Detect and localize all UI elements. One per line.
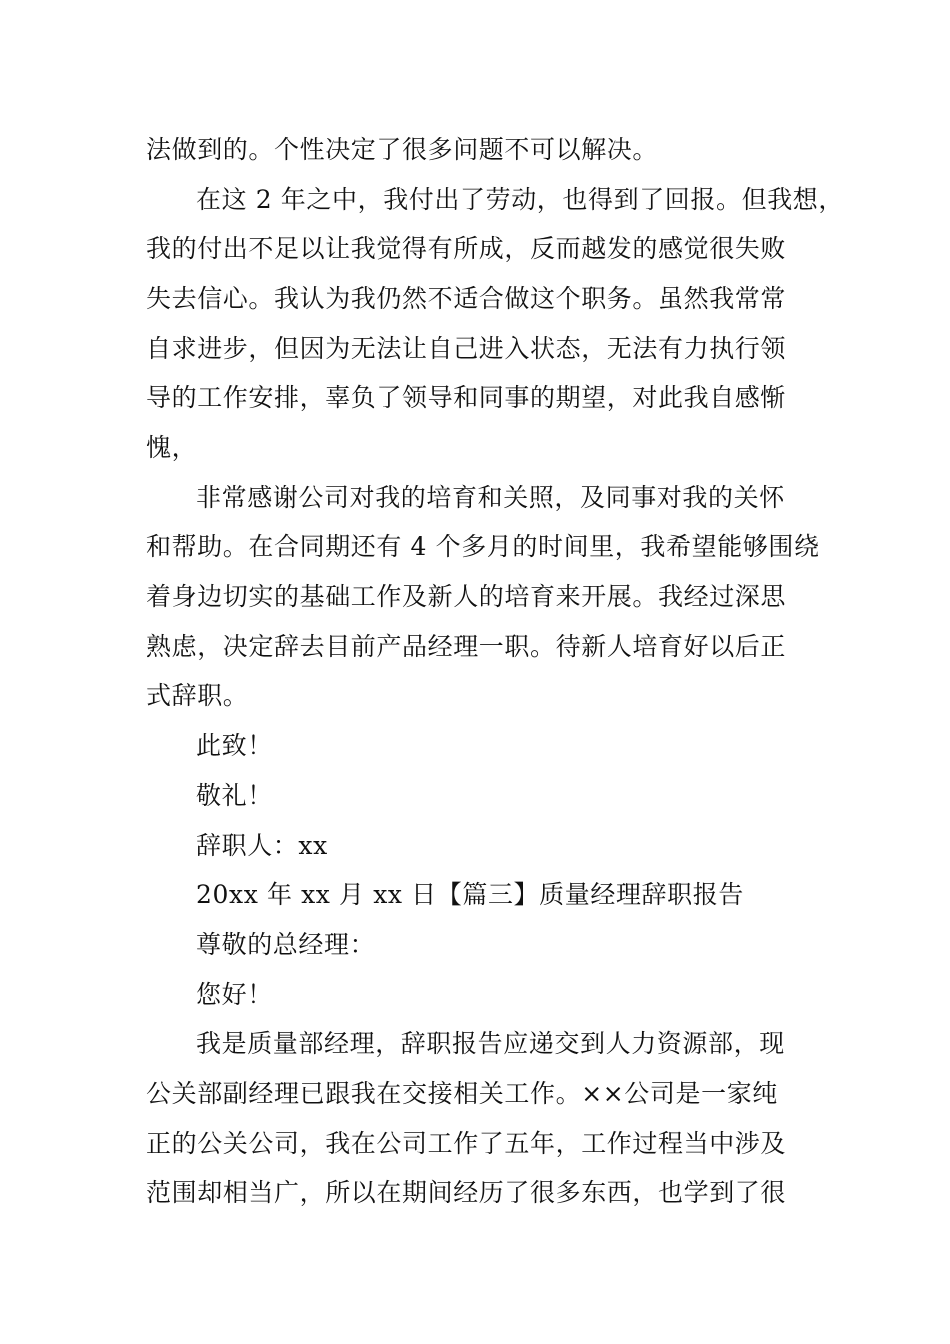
text-line: 您好！ (196, 980, 273, 1009)
text-line: 着身边切实的基础工作及新人的培育来开展。我经过深思 (146, 582, 787, 611)
text-line: 20xx 年 xx 月 xx 日【篇三】质量经理辞职报告 (196, 880, 744, 909)
text-line: 式辞职。 (146, 681, 249, 710)
text-line: 愧， (146, 433, 198, 462)
text-line: 非常感谢公司对我的培育和关照，及同事对我的关怀 (196, 483, 785, 512)
text-line: 敬礼！ (196, 781, 273, 810)
text-line: 此致！ (196, 731, 273, 760)
text-line: 自求进步，但因为无法让自己进入状态，无法有力执行领 (146, 334, 787, 363)
text-line: 法做到的。个性决定了很多问题不可以解决。 (146, 135, 659, 164)
text-line: 在这 2 年之中，我付出了劳动，也得到了回报。但我想， (196, 185, 845, 214)
text-line: 尊敬的总经理： (196, 930, 376, 959)
text-line: 公关部副经理已跟我在交接相关工作。××公司是一家纯 (146, 1079, 778, 1108)
text-line: 我是质量部经理，辞职报告应递交到人力资源部，现 (196, 1029, 785, 1058)
text-line: 熟虑，决定辞去目前产品经理一职。待新人培育好以后正 (146, 632, 787, 661)
text-line: 我的付出不足以让我觉得有所成，反而越发的感觉很失败 (146, 234, 787, 263)
text-line: 和帮助。在合同期还有 4 个多月的时间里，我希望能够围绕 (146, 532, 820, 561)
text-line: 导的工作安排，辜负了领导和同事的期望，对此我自感惭 (146, 383, 787, 412)
text-line: 失去信心。我认为我仍然不适合做这个职务。虽然我常常 (146, 284, 787, 313)
text-line: 辞职人：xx (196, 831, 328, 860)
text-line: 正的公关公司，我在公司工作了五年，工作过程当中涉及 (146, 1129, 787, 1158)
text-line: 范围却相当广，所以在期间经历了很多东西，也学到了很 (146, 1178, 787, 1207)
